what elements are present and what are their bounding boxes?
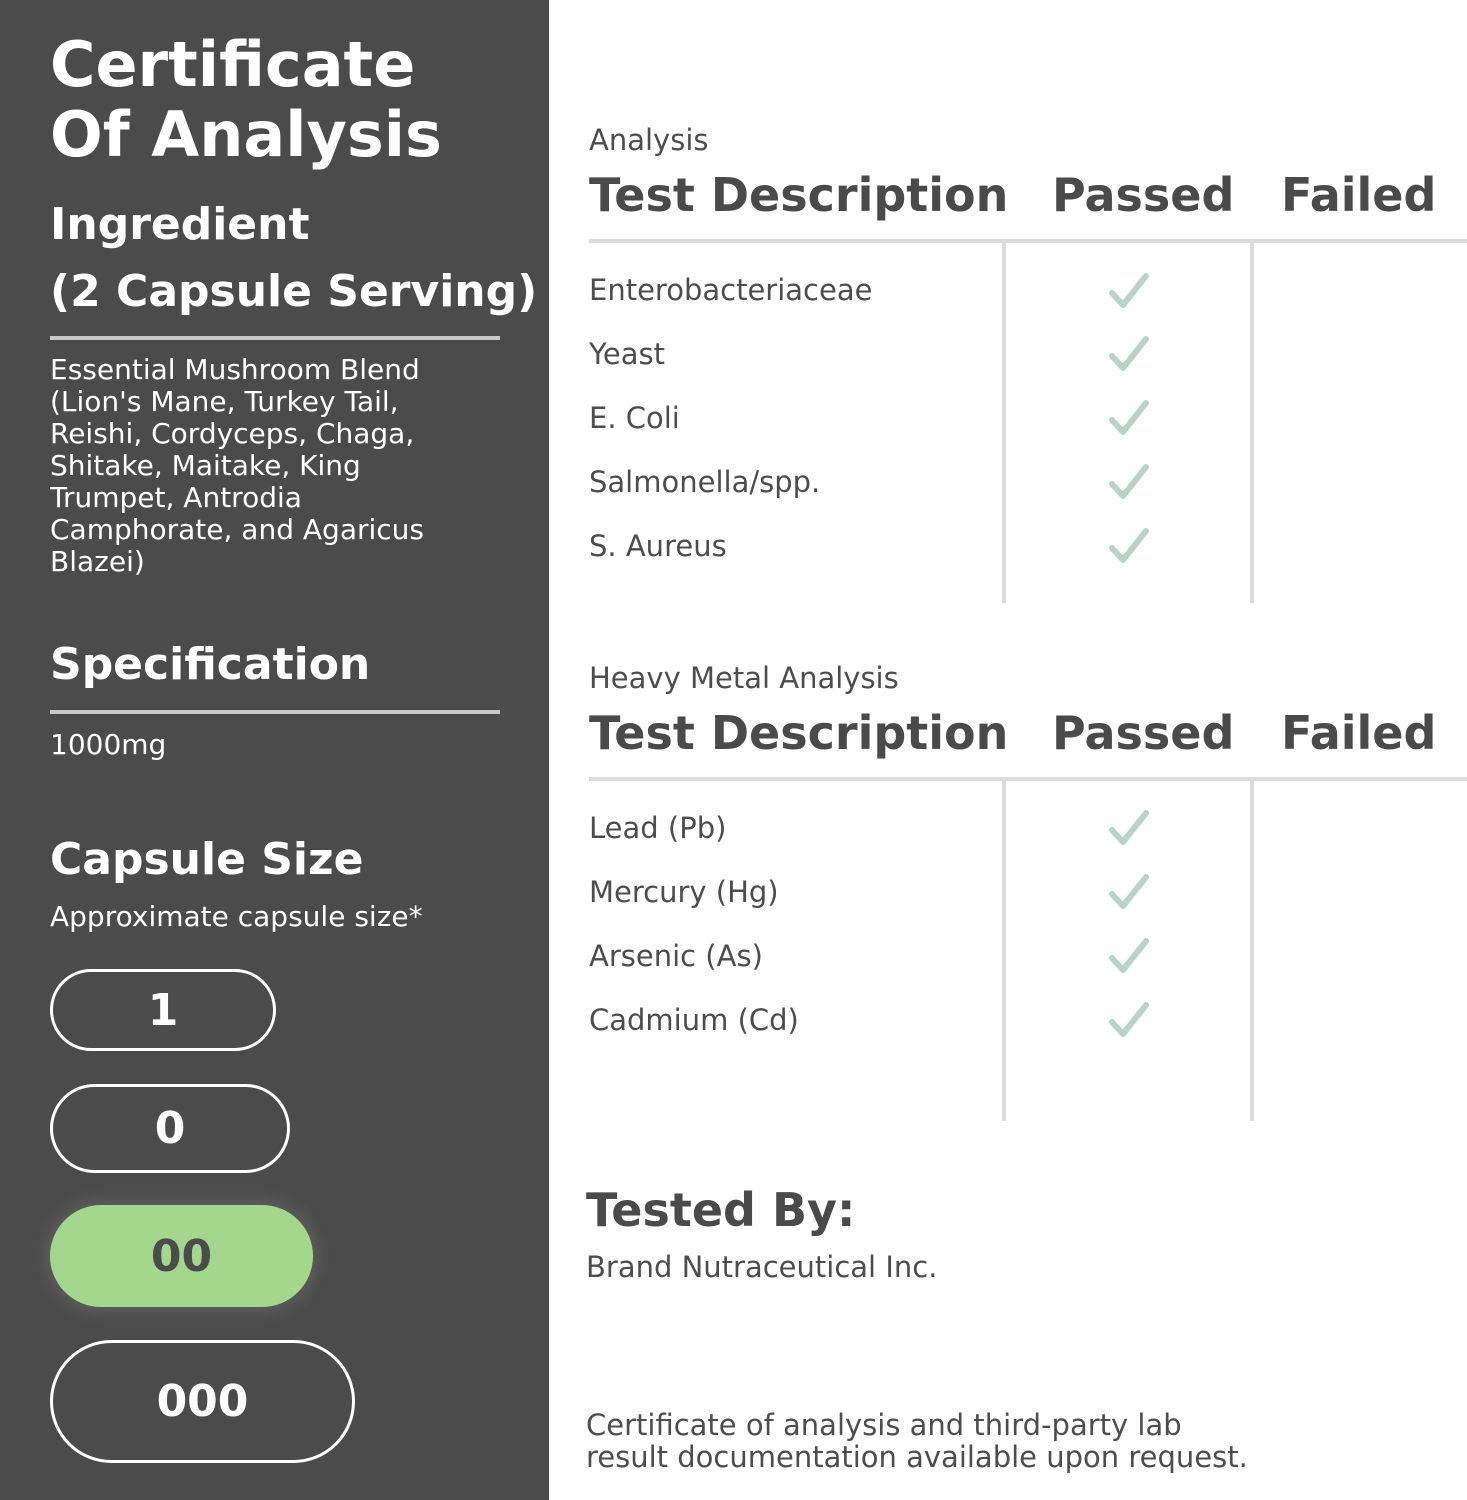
check-icon xyxy=(1109,335,1149,375)
check-icon xyxy=(1109,1001,1149,1041)
ingredient-subheading: (2 Capsule Serving) xyxy=(50,266,538,317)
check-icon xyxy=(1109,463,1149,503)
tested-by-heading: Tested By: xyxy=(586,1183,856,1237)
check-icon xyxy=(1109,399,1149,439)
right-panel xyxy=(549,0,1467,1500)
footer-note xyxy=(586,1409,1446,1473)
analysis-row-enterobacteriaceae: Enterobacteriaceae xyxy=(589,273,873,307)
specification-heading: Specification xyxy=(50,639,371,690)
specification-divider xyxy=(50,710,500,714)
check-icon xyxy=(1109,527,1149,567)
page-title-line1: Certificate xyxy=(50,28,416,101)
analysis-column-divider-1 xyxy=(1002,243,1006,603)
ingredient-heading: Ingredient xyxy=(50,199,310,250)
heavy-metal-header-passed: Passed xyxy=(1052,706,1235,760)
analysis-header-failed: Failed xyxy=(1281,168,1437,222)
heavy-metal-header-description: Test Description xyxy=(589,706,1009,760)
analysis-header-passed: Passed xyxy=(1052,168,1235,222)
ingredient-description: Essential Mushroom Blend (Lion's Mane, Turkey Tail, Reishi, Cordyceps, Chaga, Shitake, Maitake, King Trumpet, Antrodia Camphorate, and Agaricus Blazei) xyxy=(50,353,424,578)
capsule-size-00-selected: 00 xyxy=(50,1205,313,1307)
heavy-metal-row-mercury: Mercury (Hg) xyxy=(589,875,779,909)
heavy-metal-header-failed: Failed xyxy=(1281,706,1437,760)
check-icon xyxy=(1109,809,1149,849)
analysis-row-s-aureus: S. Aureus xyxy=(589,529,727,563)
analysis-header-divider xyxy=(589,239,1467,243)
capsule-size-0: 0 xyxy=(50,1084,290,1173)
analysis-row-e-coli: E. Coli xyxy=(589,401,680,435)
heavy-metal-section-label: Heavy Metal Analysis xyxy=(589,661,899,695)
heavy-metal-row-lead: Lead (Pb) xyxy=(589,811,727,845)
check-icon xyxy=(1109,873,1149,913)
specification-value: 1000mg xyxy=(50,728,167,761)
heavy-metal-header-divider xyxy=(589,777,1467,781)
analysis-row-yeast: Yeast xyxy=(589,337,665,371)
capsule-size-1: 1 xyxy=(50,969,276,1051)
analysis-section-label: Analysis xyxy=(589,123,709,157)
heavy-metal-row-cadmium: Cadmium (Cd) xyxy=(589,1003,799,1037)
left-panel xyxy=(0,0,549,1500)
analysis-column-divider-2 xyxy=(1250,243,1254,603)
tested-by-name: Brand Nutraceutical Inc. xyxy=(586,1250,938,1284)
ingredient-divider xyxy=(50,336,500,340)
heavy-metal-column-divider-2 xyxy=(1250,781,1254,1121)
footer-line-1: Certificate of analysis and third-party lab xyxy=(586,1408,1182,1442)
capsule-size-subtitle: Approximate capsule size* xyxy=(50,900,423,933)
capsule-size-000: 000 xyxy=(50,1340,355,1463)
page-title-line2: Of Analysis xyxy=(50,98,442,171)
capsule-size-heading: Capsule Size xyxy=(50,834,364,885)
check-icon xyxy=(1109,937,1149,977)
heavy-metal-row-arsenic: Arsenic (As) xyxy=(589,939,763,973)
heavy-metal-column-divider-1 xyxy=(1002,781,1006,1121)
analysis-header-description: Test Description xyxy=(589,168,1009,222)
analysis-row-salmonella: Salmonella/spp. xyxy=(589,465,821,499)
check-icon xyxy=(1109,272,1149,312)
footer-line-2: result documentation available upon request. xyxy=(586,1440,1248,1474)
